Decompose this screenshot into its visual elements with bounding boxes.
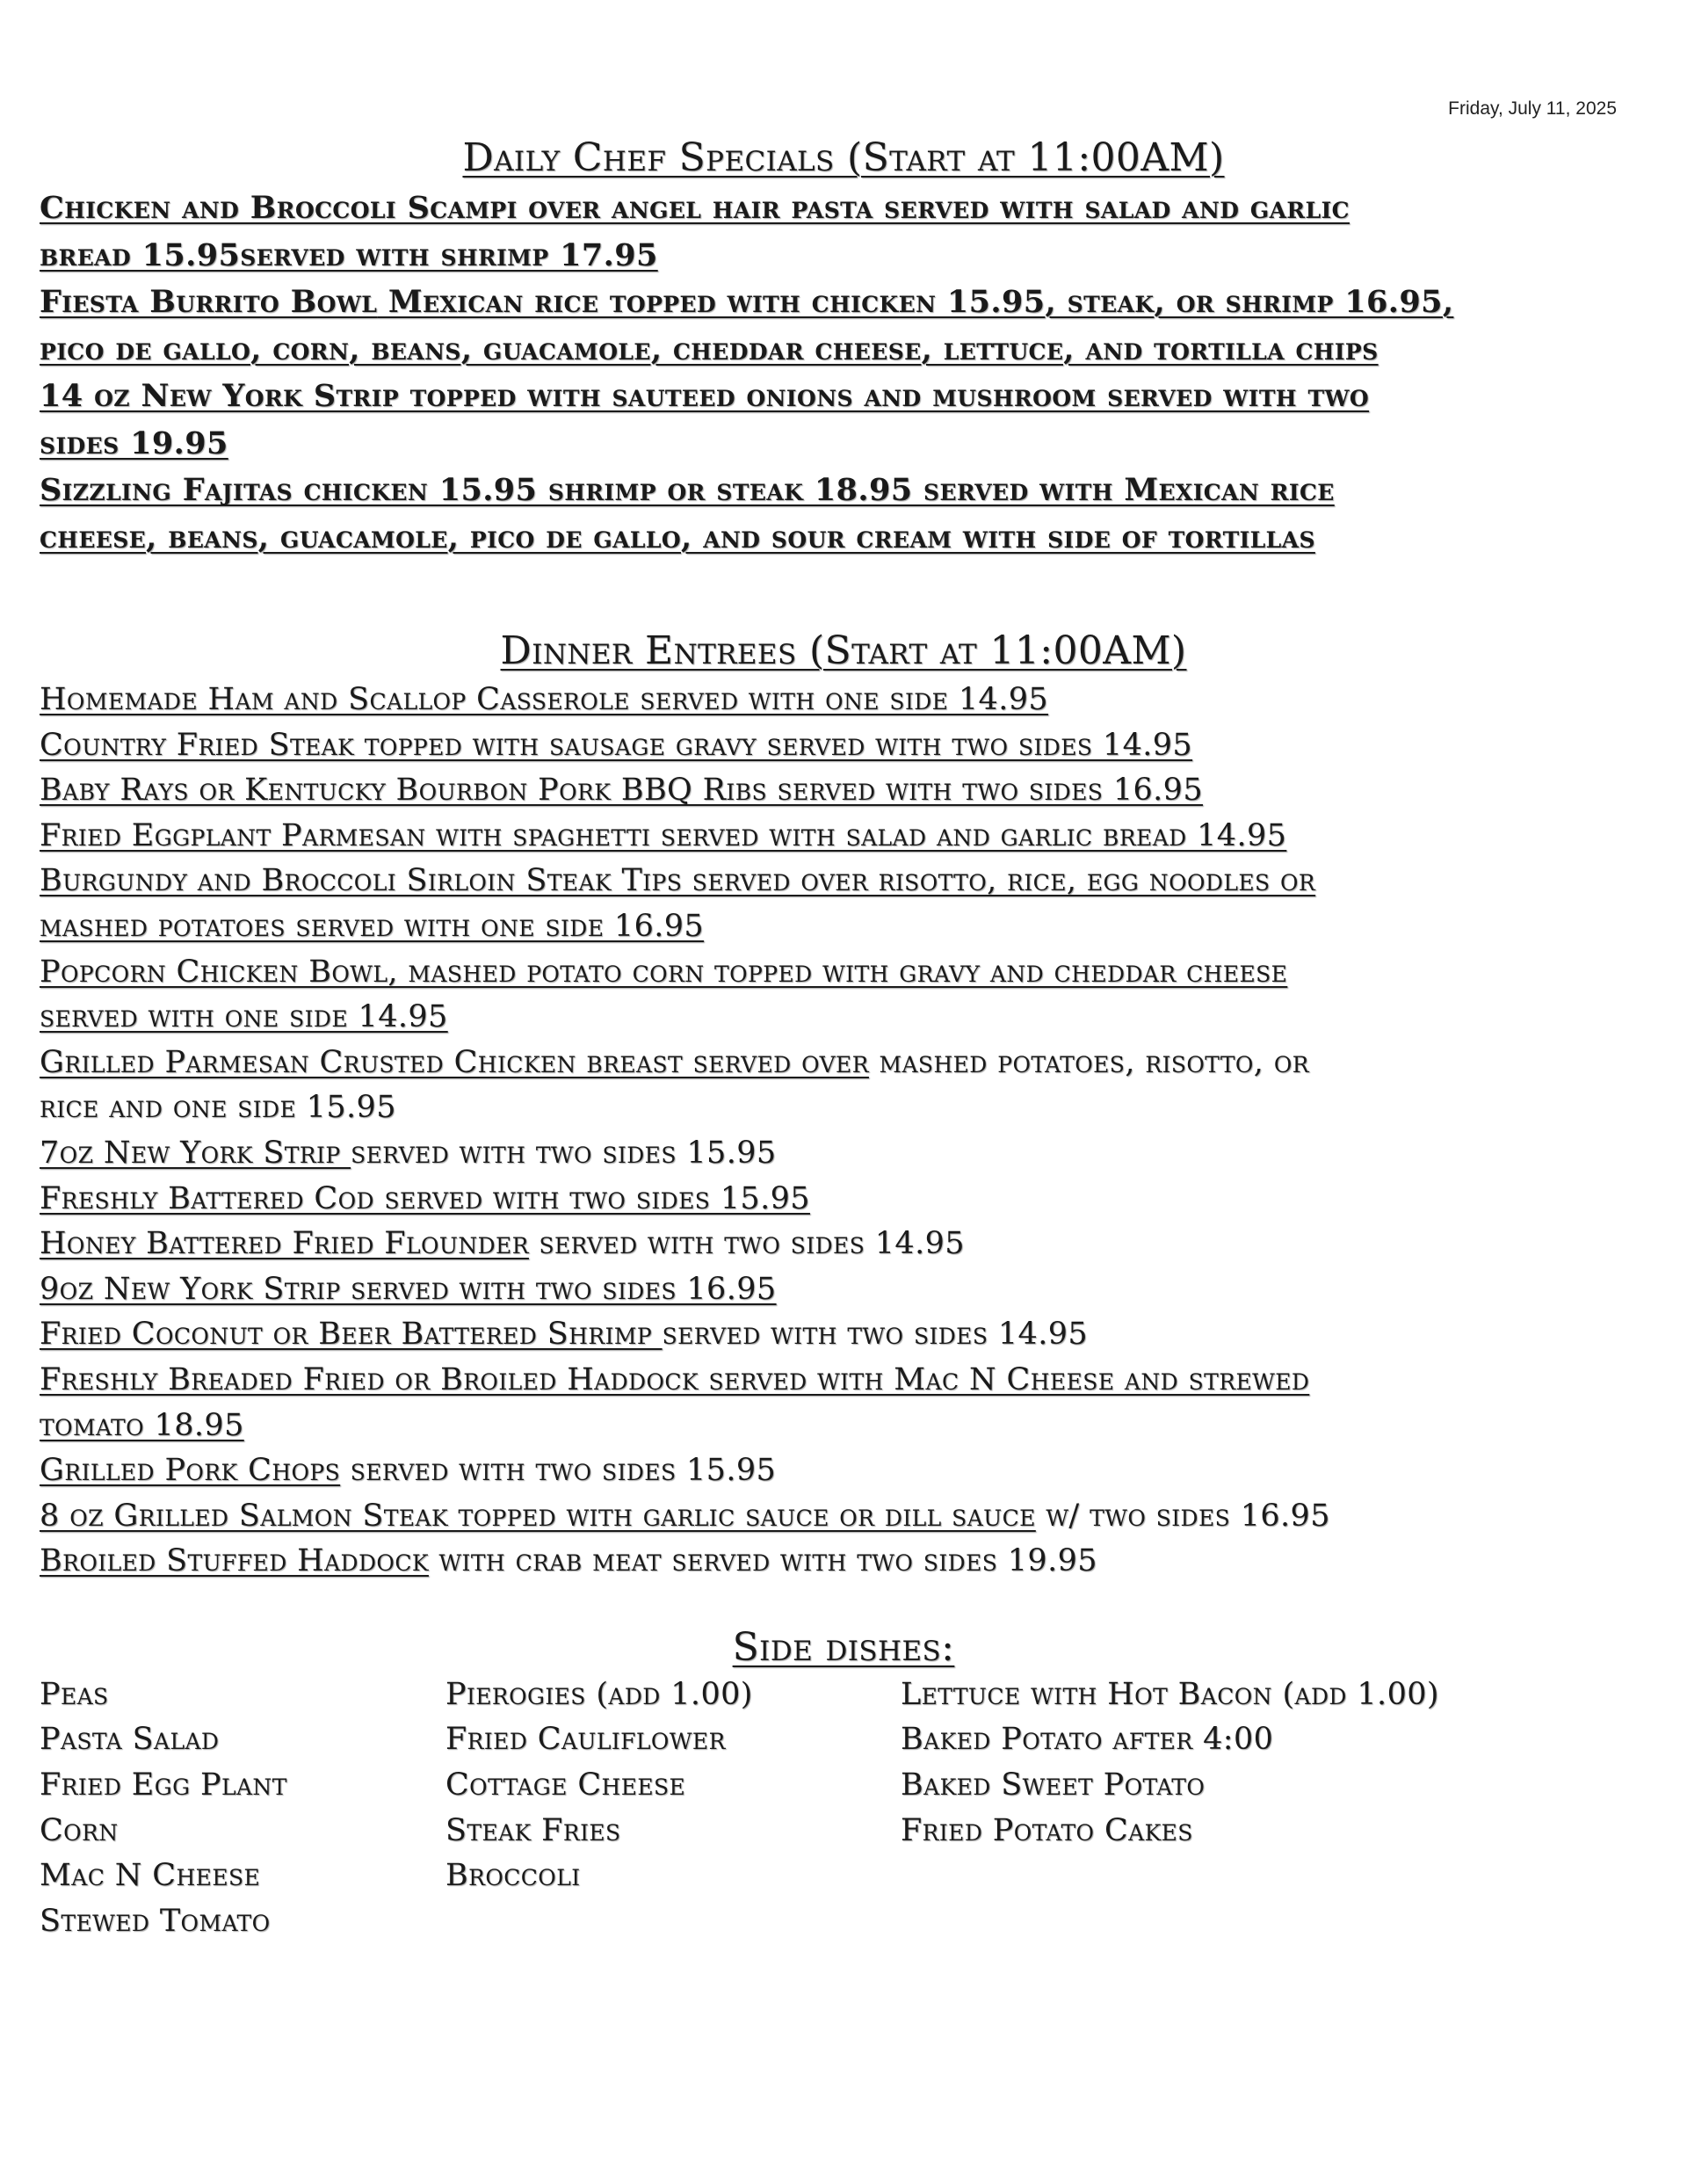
side-dishes-columns (40, 1672, 1647, 1945)
entree-item-underlined-text: Fried Coconut or Beer Battered Shrimp (40, 1317, 662, 1353)
special-item-line (40, 467, 1647, 514)
daily-specials-section (40, 132, 1647, 561)
entree-item-line (40, 859, 1647, 904)
side-dishes-column (445, 1672, 901, 1945)
entree-item-underlined-text: Freshly Breaded Fried or Broiled Haddock served with Mac N Cheese and strewed (40, 1361, 1310, 1397)
side-dish-item: Steak Fries (445, 1812, 621, 1848)
entree-item-line (40, 1131, 1647, 1177)
daily-specials-list (40, 185, 1647, 561)
entree-item-underlined-text: Honey Battered Fried Flounder (40, 1226, 529, 1262)
dinner-entrees-heading: Dinner Entrees (Start at 11:00AM) (500, 628, 1187, 673)
entree-item-underlined-text: 9oz New York Strip served with two sides 16.95 (40, 1271, 777, 1307)
special-item-line (40, 373, 1647, 420)
side-dish-item: Fried Egg Plant (40, 1767, 287, 1803)
side-dishes-column (40, 1672, 445, 1945)
entree-item-line (40, 1085, 1647, 1131)
entree-item-underlined-text: served with one side 14.95 (40, 999, 448, 1035)
entree-item-underlined-text: Burgundy and Broccoli Sirloin Steak Tips served over risotto, rice, egg noodles or (40, 863, 1316, 899)
dinner-entrees-list (40, 678, 1647, 1585)
entree-item-line (40, 1222, 1647, 1267)
side-dish-item: Baked Sweet Potato (901, 1767, 1206, 1803)
special-item-line (40, 514, 1647, 562)
entree-item-underlined-text: Homemade Ham and Scallop Casserole served with one side 14.95 (40, 682, 1049, 717)
daily-specials-heading: Daily Chef Specials (Start at 11:00AM) (462, 135, 1225, 180)
side-dishes-section (40, 1622, 1647, 1945)
entree-item-line (40, 1494, 1647, 1540)
entree-item-line (40, 1448, 1647, 1494)
side-dish-item: Mac N Cheese (40, 1858, 261, 1894)
entree-item-underlined-text: Grilled Pork Chops (40, 1453, 341, 1489)
entree-item-underlined-text: Freshly Battered Cod served with two sides 15.95 (40, 1180, 810, 1216)
entree-item-underlined-text: Fried Eggplant Parmesan with spaghetti served with salad and garlic bread 14.95 (40, 817, 1287, 853)
entree-item-line (40, 995, 1647, 1041)
side-dish-item: Broccoli (445, 1858, 581, 1894)
entree-item-text: rice and one side 15.95 (40, 1090, 396, 1126)
side-dish-item: Stewed Tomato (40, 1903, 271, 1939)
special-item-text: sides 19.95 (40, 424, 228, 461)
side-dish-item: Fried Potato Cakes (901, 1812, 1193, 1848)
entree-item-text: served with two sides 15.95 (340, 1453, 777, 1489)
side-dishes-column (901, 1672, 1604, 1945)
entree-item-line (40, 1312, 1647, 1358)
side-dish-item: Lettuce with Hot Bacon (add 1.00) (901, 1676, 1439, 1712)
special-item-text: Fiesta Burrito Bowl (40, 284, 378, 320)
side-dish-item: Pierogies (add 1.00) (445, 1676, 753, 1712)
entree-item-underlined-text: 8 oz Grilled Salmon Steak topped with garlic sauce or dill sauce (40, 1498, 1036, 1534)
special-item-text: bread 15.95served with shrimp 17.95 (40, 236, 658, 273)
side-dish-item: Corn (40, 1812, 119, 1848)
entree-item-text: mashed potatoes, risotto, or (868, 1044, 1309, 1080)
entree-item-text: served with two sides 14.95 (528, 1226, 965, 1262)
entree-item-line (40, 723, 1647, 769)
menu-date: Friday, July 11, 2025 (1448, 98, 1617, 119)
special-item-line (40, 326, 1647, 374)
special-item-text: cheese, beans, guacamole, pico de gallo, and sour cream with side of tortillas (40, 519, 1315, 555)
entree-item-line (40, 768, 1647, 814)
entree-item-text: with crab meat served with two sides 19.95 (428, 1543, 1097, 1579)
side-dishes-heading: Side dishes: (732, 1624, 955, 1670)
special-item-text: 14 oz New York Strip topped with sauteed onions and mushroom served with two (40, 378, 1370, 414)
entree-item-line (40, 1267, 1647, 1313)
entree-item-line (40, 1404, 1647, 1449)
side-dish-item: Fried Cauliflower (445, 1722, 726, 1758)
entree-item-underlined-text: Broiled Stuffed Haddock (40, 1543, 429, 1579)
special-item-text: Mexican rice topped with chicken 15.95, steak, or shrimp 16.95, (377, 284, 1454, 320)
side-dish-item: Cottage Cheese (445, 1767, 686, 1803)
entree-item-underlined-text: Baby Rays or Kentucky Bourbon Pork BBQ Ribs served with two sides 16.95 (40, 773, 1204, 809)
entree-item-line (40, 904, 1647, 950)
special-item-line (40, 232, 1647, 279)
dinner-entrees-section (40, 625, 1647, 1585)
entree-item-underlined-text: Country Fried Steak topped with sausage gravy served with two sides 14.95 (40, 727, 1193, 763)
entree-item-text: w/ two sides 16.95 (1035, 1498, 1330, 1534)
side-dish-item: Baked Potato after 4:00 (901, 1722, 1274, 1758)
entree-item-line (40, 814, 1647, 860)
entree-item-text: served with two sides 14.95 (662, 1317, 1089, 1353)
entree-item-line (40, 1358, 1647, 1404)
side-dish-item: Pasta Salad (40, 1722, 220, 1758)
entree-item-underlined-text: Grilled Parmesan Crusted Chicken breast served over (40, 1044, 869, 1080)
entree-item-line (40, 1041, 1647, 1086)
special-item-line (40, 185, 1647, 232)
entree-item-line (40, 1539, 1647, 1585)
entree-item-line (40, 950, 1647, 996)
entree-item-underlined-text: tomato 18.95 (40, 1407, 244, 1443)
menu-content (40, 132, 1647, 1944)
entree-item-underlined-text: Popcorn Chicken Bowl, mashed potato corn topped with gravy and cheddar cheese (40, 954, 1288, 990)
special-item-line (40, 420, 1647, 468)
entree-item-line (40, 1177, 1647, 1223)
entree-item-underlined-text: 7oz New York Strip (40, 1135, 351, 1171)
special-item-text: Sizzling Fajitas chicken 15.95 shrimp or steak 18.95 served with Mexican rice (40, 472, 1335, 508)
special-item-line (40, 279, 1647, 326)
side-dish-item: Peas (40, 1676, 109, 1712)
special-item-text: Chicken and Broccoli Scampi over angel hair pasta served with salad and garlic (40, 190, 1350, 226)
entree-item-text: served with two sides 15.95 (351, 1135, 777, 1171)
entree-item-line (40, 678, 1647, 723)
entree-item-underlined-text: mashed potatoes served with one side 16.95 (40, 908, 705, 944)
special-item-text: pico de gallo, corn, beans, guacamole, cheddar cheese, lettuce, and tortilla chips (40, 330, 1379, 367)
